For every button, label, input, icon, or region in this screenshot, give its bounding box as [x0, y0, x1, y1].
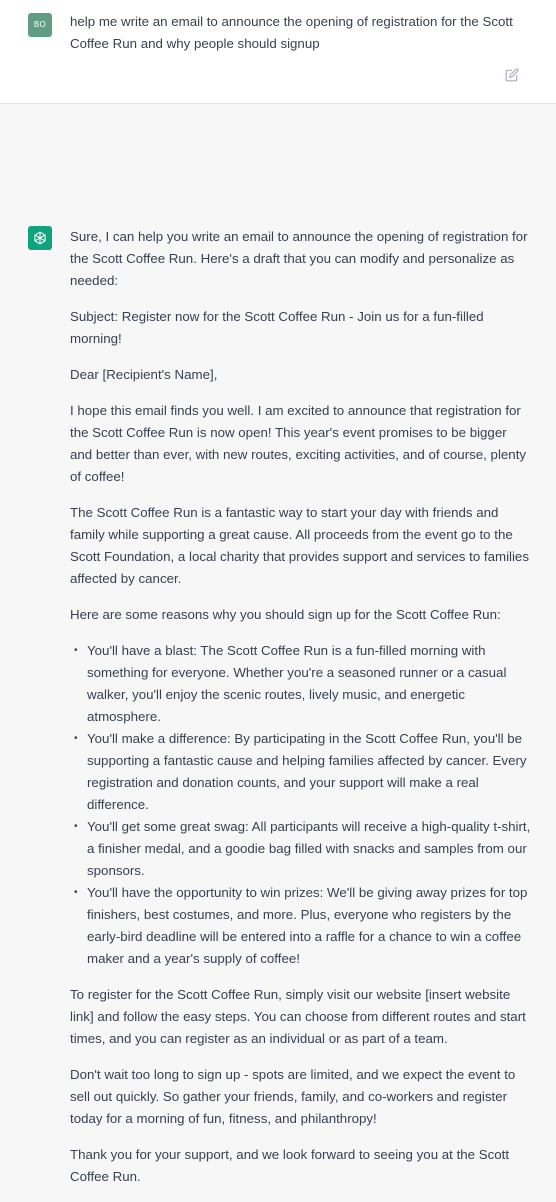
reasons-intro: Here are some reasons why you should sign up for the Scott Coffee Run: [70, 607, 501, 622]
list-item: • You'll get some great swag: All participants will receive a high-quality t-shirt, a finisher medal, and a goodie bag filled with snacks and samples from our sponsors. [87, 816, 532, 882]
email-greeting: Dear [Recipient's Name], [70, 367, 218, 382]
openai-logo-icon [28, 226, 52, 250]
user-avatar: BO [28, 13, 52, 37]
list-item: • You'll have the opportunity to win prizes: We'll be giving away prizes for top finishers, best costumes, and more. Plus, everyone who registers by the early-bird deadline will be entered into a raffle for a chance to win a coffee maker and a year's supply of coffee! [87, 882, 532, 970]
user-message-text: help me write an email to announce the opening of registration for the Scott Coffee Run and why people should signup [70, 14, 513, 51]
reasons-list [70, 640, 532, 970]
email-paragraph-3: To register for the Scott Coffee Run, simply visit our website [insert website link] and follow the easy steps. You can choose from different routes and start times, and you can register as an individual or as part of a team. [70, 987, 526, 1046]
email-paragraph-5: Thank you for your support, and we look forward to seeing you at the Scott Coffee Run. [70, 1147, 510, 1184]
email-paragraph-1: I hope this email finds you well. I am excited to announce that registration for the Scott Coffee Run is now open! This year's event promises to be bigger and better than ever, with new routes, exciting activities, and of course, plenty of coffee! [70, 403, 527, 484]
assistant-message-body [70, 226, 532, 1202]
intro-paragraph: Sure, I can help you write an email to announce the opening of registration for the Scott Coffee Run. Here's a draft that you can modify and personalize as needed: [70, 229, 528, 288]
edit-icon[interactable] [505, 68, 519, 82]
email-paragraph-4: Don't wait too long to sign up - spots are limited, and we expect the event to sell out quickly. So gather your friends, family, and co-workers and register today for a morning of fun, fitness, and philanthropy! [70, 1067, 516, 1126]
list-item: • You'll have a blast: The Scott Coffee Run is a fun-filled morning with something for everyone. Whether you're a seasoned runner or a casual walker, you'll enjoy the scenic routes, lively music, and energetic atmosphere. [87, 640, 532, 728]
email-paragraph-2: The Scott Coffee Run is a fantastic way to start your day with friends and family while supporting a great cause. All proceeds from the event go to the Scott Foundation, a local charity that provides support and services to families affected by cancer. [70, 505, 529, 586]
list-item: • You'll make a difference: By participating in the Scott Coffee Run, you'll be supporting a fantastic cause and helping families affected by cancer. Every registration and donation counts, and your support will make a real difference. [87, 728, 532, 816]
user-message [0, 0, 556, 104]
email-subject: Subject: Register now for the Scott Coffee Run - Join us for a fun-filled morning! [70, 309, 484, 346]
